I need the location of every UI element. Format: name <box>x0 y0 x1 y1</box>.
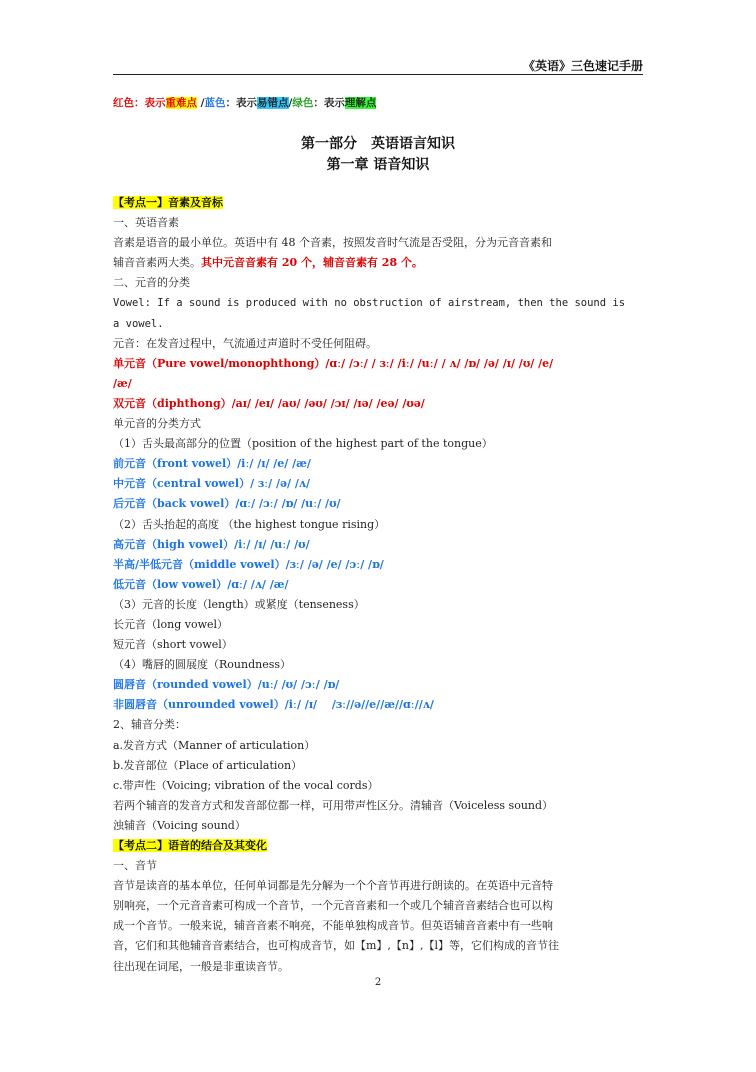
paragraph-line: 若两个辅音的发音方式和发音部位都一样，可用带声性区分。清辅音（Voiceless sound） <box>113 798 554 812</box>
english-definition-line: a vowel. <box>113 317 164 330</box>
paragraph-line: 音节是读音的基本单位，任何单词都是先分解为一个个音节再进行朗读的。在英语中元音特 <box>113 879 553 893</box>
key-point-line: 单元音（Pure vowel/monophthong）/ɑː/ /ɔː/ / ɜː/ /iː/ /uː/ / ʌ/ /ɒ/ /ə/ /ɪ/ /ʊ/ /e/ <box>113 356 554 370</box>
running-header: 《英语》三色速记手册 <box>522 59 643 73</box>
paragraph-line: 音素是语音的最小单位。英语中有 48 个音素，按照发音时气流是否受阻，分为元音音素和 <box>113 236 552 250</box>
english-definition-line: Vowel: If a sound is produced with no obstruction of airstream, then the sound is <box>113 297 626 310</box>
error-prone-line: 中元音（central vowel）/ ɜː/ /ə/ /ʌ/ <box>113 477 310 491</box>
paragraph-line: 别响亮，一个元音音素可构成一个音节，一个元音音素和一个或几个辅音音素结合也可以构 <box>113 899 553 913</box>
error-prone-line: 圆唇音（rounded vowel）/uː/ /ʊ/ /ɔː/ /ɒ/ <box>113 678 340 692</box>
legend-sep: / <box>197 97 205 109</box>
subheading: 一、音节 <box>113 859 157 873</box>
paragraph-line: a.发音方式（Manner of articulation） <box>113 738 316 752</box>
paragraph-line: b.发音部位（Place of articulation） <box>113 758 303 772</box>
key-point-line: /æ/ <box>113 376 132 390</box>
error-prone-line: 前元音（front vowel）/iː/ /ɪ/ /e/ /æ/ <box>113 457 311 471</box>
key-point-text: 其中元音音素有 20 个，辅音音素有 28 个。 <box>201 256 423 270</box>
paragraph-line: 往出现在词尾，一般是非重读音节。 <box>113 959 289 973</box>
error-prone-line: 低元音（low vowel）/ɑː/ /ʌ/ /æ/ <box>113 577 289 591</box>
error-prone-line: 后元音（back vowel）/ɑː/ /ɔː/ /ɒ/ /uː/ /ʊ/ <box>113 497 341 511</box>
paragraph-line: 辅音音素两大类。 <box>113 256 201 270</box>
legend-red-term: 重难点 <box>165 97 197 109</box>
paragraph-line: 成一个音节。一般来说，辅音音素不响亮，不能单独构成音节。但英语辅音音素中有一些响 <box>113 919 553 933</box>
paragraph-line: 音，它们和其他辅音音素结合，也可构成音节，如【m】,【n】,【l】等，它们构成的音节往 <box>113 939 560 953</box>
document-body <box>113 193 648 977</box>
paragraph-line: 长元音（long vowel） <box>113 617 229 631</box>
legend-blue-term: 易错点 <box>257 97 289 109</box>
paragraph-line: （3）元音的长度（length）或紧度（tenseness） <box>113 597 365 611</box>
paragraph-line: 元音：在发音过程中，气流通过声道时不受任何阻碍。 <box>113 336 377 350</box>
error-prone-line: 高元音（high vowel）/iː/ /ɪ/ /uː/ /ʊ/ <box>113 537 310 551</box>
error-prone-line: 半高/半低元音（middle vowel）/ɜː/ /ə/ /e/ /ɔː/ /ɒ/ <box>113 557 384 571</box>
key-point-line: 双元音（diphthong）/aɪ/ /eɪ/ /aʊ/ /əʊ/ /ɔɪ/ /ɪə/ /eə/ /ʊə/ <box>113 396 425 410</box>
paragraph-line: c.带声性（Voicing; vibration of the vocal cords） <box>113 778 379 792</box>
subheading: 一、英语音素 <box>113 216 179 230</box>
legend-blue-rest: ：表示 <box>225 97 257 109</box>
paragraph-line: 浊辅音（Voicing sound） <box>113 818 246 832</box>
header-rule <box>113 74 643 75</box>
error-prone-line: 非圆唇音（unrounded vowel）/iː/ /ɪ/ /ɜː//ə//e//æ//ɑː//ʌ/ <box>113 698 434 712</box>
legend-green-rest: ：表示 <box>313 97 345 109</box>
color-legend <box>113 95 376 110</box>
paragraph-line: 2、辅音分类： <box>113 718 186 732</box>
part-title: 第一部分 英语语言知识 <box>301 136 455 152</box>
legend-red-label: 红色：表示 <box>113 97 166 109</box>
chapter-title: 第一章 语音知识 <box>326 157 430 173</box>
page-number: 2 <box>374 977 382 988</box>
paragraph-line: （1）舌头最高部分的位置（position of the highest part of the tongue） <box>113 437 493 451</box>
legend-sep: / <box>288 97 293 109</box>
paragraph-line: 短元音（short vowel） <box>113 638 233 652</box>
legend-green-label: 绿色 <box>292 97 314 109</box>
paragraph-line: （4）嘴唇的圆展度（Roundness） <box>113 658 291 672</box>
paragraph-line: 单元音的分类方式 <box>113 417 201 431</box>
section-heading: 【考点一】音素及音标 <box>113 196 223 209</box>
legend-green-term: 理解点 <box>344 97 377 109</box>
section-heading: 【考点二】语音的结合及其变化 <box>113 839 267 852</box>
subheading: 二、元音的分类 <box>113 276 190 290</box>
paragraph-line: （2）舌头抬起的高度 （the highest tongue rising） <box>113 517 386 531</box>
legend-blue-label: 蓝色 <box>204 97 226 109</box>
